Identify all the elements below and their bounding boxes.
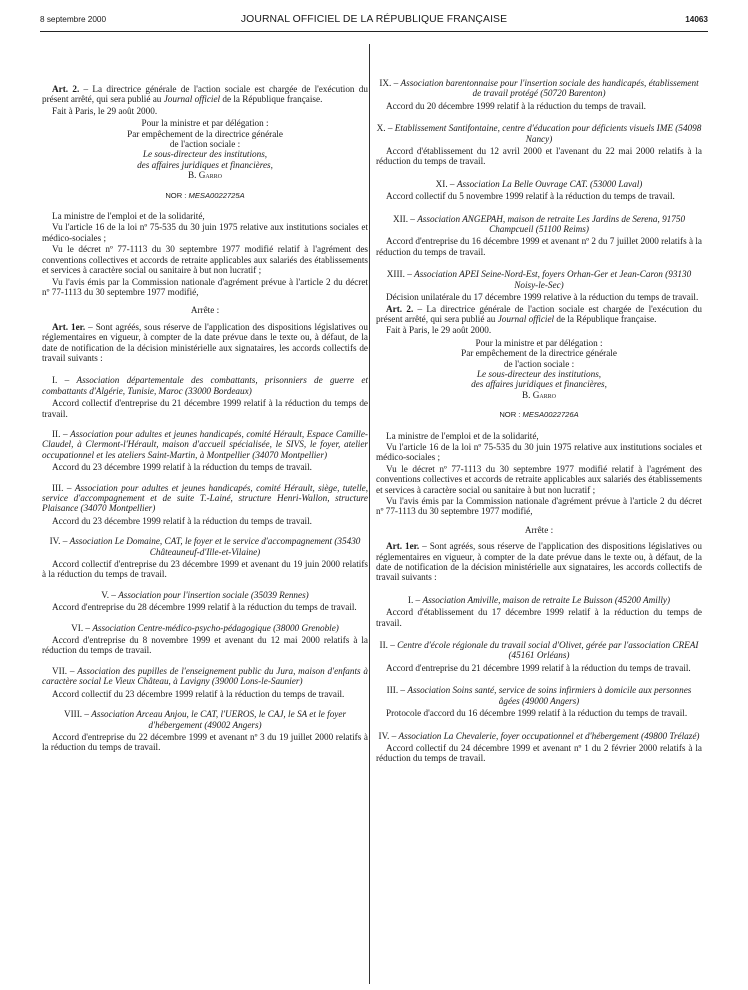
- column-divider: [369, 44, 370, 984]
- left-item-5-text: Accord d'entreprise du 28 décembre 1999 relatif à la réduction du temps de travail.: [52, 602, 357, 613]
- left-item-4-heading: IV. – Association Le Domaine, CAT, le foyer et le service d'accompagnement (35430 Châteauneuf-d'Ille-et-Vilaine): [49, 536, 361, 557]
- right-b-item-1-text: Accord d'établissement du 17 décembre 1999 relatif à la réduction du temps de travail.: [376, 607, 702, 628]
- left-article-2: Art. 2. – La directrice générale de l'action sociale est chargée de l'exécution du présent arrêté, qui sera publié au Journal officiel de la République française.: [42, 84, 368, 105]
- right-b-item-3-heading: III. – Association Soins santé, service de soins infirmiers à domicile aux personnes âgées (49000 Angers): [386, 685, 692, 706]
- left-preamble-2: Vu l'article 16 de la loi nº 75-535 du 30 juin 1975 relative aux institutions sociales et médico-sociales ;: [42, 222, 368, 243]
- left-item-1-heading: I. – Association départementale des combattants, prisonniers de guerre et combattants d'Algérie, Tunisie, Maroc (33000 Bordeaux): [42, 375, 368, 396]
- left-arrete: Arrête :: [190, 305, 220, 316]
- left-item-6-text: Accord d'entreprise du 8 novembre 1999 et avenant du 12 mai 2000 relatifs à la réduction du temps de travail.: [42, 635, 368, 656]
- left-item-3-heading: III. – Association pour adultes et jeunes handicapés, comité Hérault, siège, tutelle, service d'accompagnement et de suite T.-Lainé, structure Henri-Wallon, structure Plaisance (34070 Montpellier): [42, 482, 368, 514]
- left-item-2-text: Accord du 23 décembre 1999 relatif à la réduction du temps de travail.: [52, 462, 312, 473]
- page-header: [40, 14, 708, 30]
- left-preamble-3: Vu le décret nº 77-1113 du 30 septembre 1977 modifié relatif à l'agrément des conventions collectives et accords de retraite applicables aux salariés des établissements et services à caractère social ou sanitaire à but non lucratif ;: [42, 244, 368, 276]
- right-item-13-text: Décision unilatérale du 17 décembre 1999 relative à la réduction du temps de travail.: [386, 292, 699, 303]
- right-item-12-text: Accord d'entreprise du 16 décembre 1999 et avenant nº 2 du 7 juillet 2000 relatifs à la réduction du temps de travail.: [376, 236, 702, 257]
- right-item-11-heading: XI. – Association La Belle Ouvrage CAT. (53000 Laval): [435, 178, 643, 189]
- left-preamble-4: Vu l'avis émis par la Commission nationale d'agrément prévue à l'article 2 du décret nº 77-1113 du 30 septembre 1977 modifié,: [42, 276, 368, 297]
- right-article-2: Art. 2. – La directrice générale de l'action sociale est chargée de l'exécution du présent arrêté, qui sera publié au Journal officiel de la République française.: [376, 303, 702, 324]
- header-rule: [40, 31, 708, 32]
- right-article-1: Art. 1er. – Sont agréés, sous réserve de l'application des dispositions législatives ou réglementaires en vigueur, à compter de la date prévue dans le texte ou, à défaut, de la date de notification de la décision ministérielle aux signataires, les accords collectifs de travail suivants :: [376, 541, 702, 583]
- left-nor: NOR : MESA0022725A: [165, 190, 245, 200]
- right-b-item-4-text: Accord collectif du 24 décembre 1999 et avenant nº 1 du 2 février 2000 relatifs à la réduction du temps de travail.: [376, 742, 702, 764]
- right-preamble-2: Vu l'article 16 de la loi nº 75-535 du 30 juin 1975 relative aux institutions sociales et médico-sociales ;: [376, 441, 702, 463]
- left-item-4-text: Accord collectif d'entreprise du 23 décembre 1999 et avenant du 19 juin 2000 relatifs à la réduction du temps de travail.: [42, 559, 368, 580]
- right-preamble-3: Vu le décret nº 77-1113 du 30 septembre 1977 modifié relatif à l'agrément des conventions collectives et accords de retraite applicables aux salariés des établissements et services à caractère social ou sanitaire à but non lucratif ;: [376, 463, 702, 495]
- header-date: 8 septembre 2000: [40, 15, 106, 24]
- left-item-5-heading: V. – Association pour l'insertion sociale (35039 Rennes): [101, 589, 309, 600]
- right-preamble-4: Vu l'avis émis par la Commission nationale d'agrément prévue à l'article 2 du décret nº 77-1113 du 30 septembre 1977 modifié,: [376, 496, 702, 517]
- left-column: [42, 84, 368, 753]
- right-preamble-1: La ministre de l'emploi et de la solidarité,: [386, 430, 539, 441]
- right-item-11-text: Accord collectif du 5 novembre 1999 relatif à la réduction du temps de travail.: [386, 191, 675, 202]
- right-b-item-2-text: Accord d'entreprise du 21 décembre 1999 relatif à la réduction du temps de travail.: [386, 662, 691, 673]
- left-item-8-text: Accord d'entreprise du 22 décembre 1999 et avenant nº 3 du 19 juillet 2000 relatifs à la réduction du temps de travail.: [42, 731, 368, 753]
- right-b-item-2-heading: II. – Centre d'école régionale du travail social d'Olivet, gérée par l'association CREAI (45161 Orléans): [379, 640, 699, 661]
- header-page-number: 14063: [685, 15, 708, 24]
- left-article-1: Art. 1er. – Sont agréés, sous réserve de l'application des dispositions législatives ou réglementaires en vigueur, à compter de la date prévue dans le texte ou, à défaut, de la date de notification de la décision ministérielle aux signataires, les accords collectifs de travail suivants :: [42, 321, 368, 363]
- right-item-9-text: Accord du 20 décembre 1999 relatif à la réduction du temps de travail.: [386, 100, 646, 111]
- left-item-2-heading: II. – Association pour adultes et jeunes handicapés, comité Hérault, Espace Camille-Claudel, à Clermont-l'Hérault, maison d'accueil spécialisée, le SIVS, le foyer, atelier occupationnel et les ateliers Saint-Martin, à Montpellier (34070 Montpellier): [42, 428, 368, 460]
- right-item-13-heading: XIII. – Association APEI Seine-Nord-Est, foyers Orhan-Ger et Jean-Caron (93130 Noisy-le-Sec): [386, 269, 692, 290]
- header-title: JOURNAL OFFICIEL DE LA RÉPUBLIQUE FRANÇAISE: [240, 14, 508, 25]
- right-item-12-heading: XII. – Association ANGEPAH, maison de retraite Les Jardins de Serena, 91750 Champcueil (51100 Reims): [392, 213, 686, 235]
- left-item-8-heading: VIII. – Association Arceau Anjou, le CAT, l'UEROS, le CAJ, le SA et le foyer d'hébergement (49002 Angers): [63, 709, 347, 730]
- right-nor: NOR : MESA0022726A: [499, 410, 579, 420]
- left-fait: Fait à Paris, le 29 août 2000.: [52, 105, 158, 116]
- right-item-10-heading: X. – Etablissement Santifontaine, centre d'éducation pour déficients visuels IME (54098 Nancy): [376, 123, 702, 144]
- right-b-item-3-text: Protocole d'accord du 16 décembre 1999 relatif à la réduction du temps de travail.: [386, 708, 688, 719]
- left-item-3-text: Accord du 23 décembre 1999 relatif à la réduction du temps de travail.: [52, 515, 312, 526]
- right-arrete: Arrête :: [524, 524, 554, 535]
- right-item-9-heading: IX. – Association barentonnaise pour l'insertion sociale des handicapés, établissement de travail protégé (50720 Barenton): [379, 78, 699, 99]
- left-item-6-heading: VI. – Association Centre-médico-psycho-pédagogique (38000 Grenoble): [71, 622, 339, 633]
- right-b-item-1-heading: I. – Association Amiville, maison de retraite Le Buisson (45200 Amilly): [407, 594, 671, 605]
- right-item-10-text: Accord d'établissement du 12 avril 2000 et l'avenant du 22 mai 2000 relatifs à la réduction du temps de travail.: [376, 146, 702, 167]
- left-item-7-text: Accord collectif du 23 décembre 1999 relatif à la réduction du temps de travail.: [52, 688, 345, 699]
- right-b-item-4-heading: IV. – Association La Chevalerie, foyer occupationnel et d'hébergement (49800 Trélazé): [378, 730, 700, 741]
- left-item-7-heading: VII. – Association des pupilles de l'enseignement public du Jura, maison d'enfants à caractère social Le Vieux Château, à Lavigny (39000 Lons-le-Saunier): [42, 665, 368, 687]
- right-signature: Pour la ministre et par délégation : Par empêchement de la directrice générale de l'action sociale : Le sous-directeur des institutions, des affaires juridiques et financières, B. Garro: [461, 337, 617, 400]
- left-preamble-1: La ministre de l'emploi et de la solidarité,: [52, 211, 205, 222]
- left-signature: Pour la ministre et par délégation : Par empêchement de la directrice générale de l'action sociale : Le sous-directeur des institutions, des affaires juridiques et financières, B. Garro: [127, 118, 283, 181]
- right-fait: Fait à Paris, le 29 août 2000.: [386, 325, 492, 336]
- right-column: [376, 78, 702, 764]
- left-item-1-text: Accord collectif d'entreprise du 21 décembre 1999 relatif à la réduction du temps de travail.: [42, 398, 368, 419]
